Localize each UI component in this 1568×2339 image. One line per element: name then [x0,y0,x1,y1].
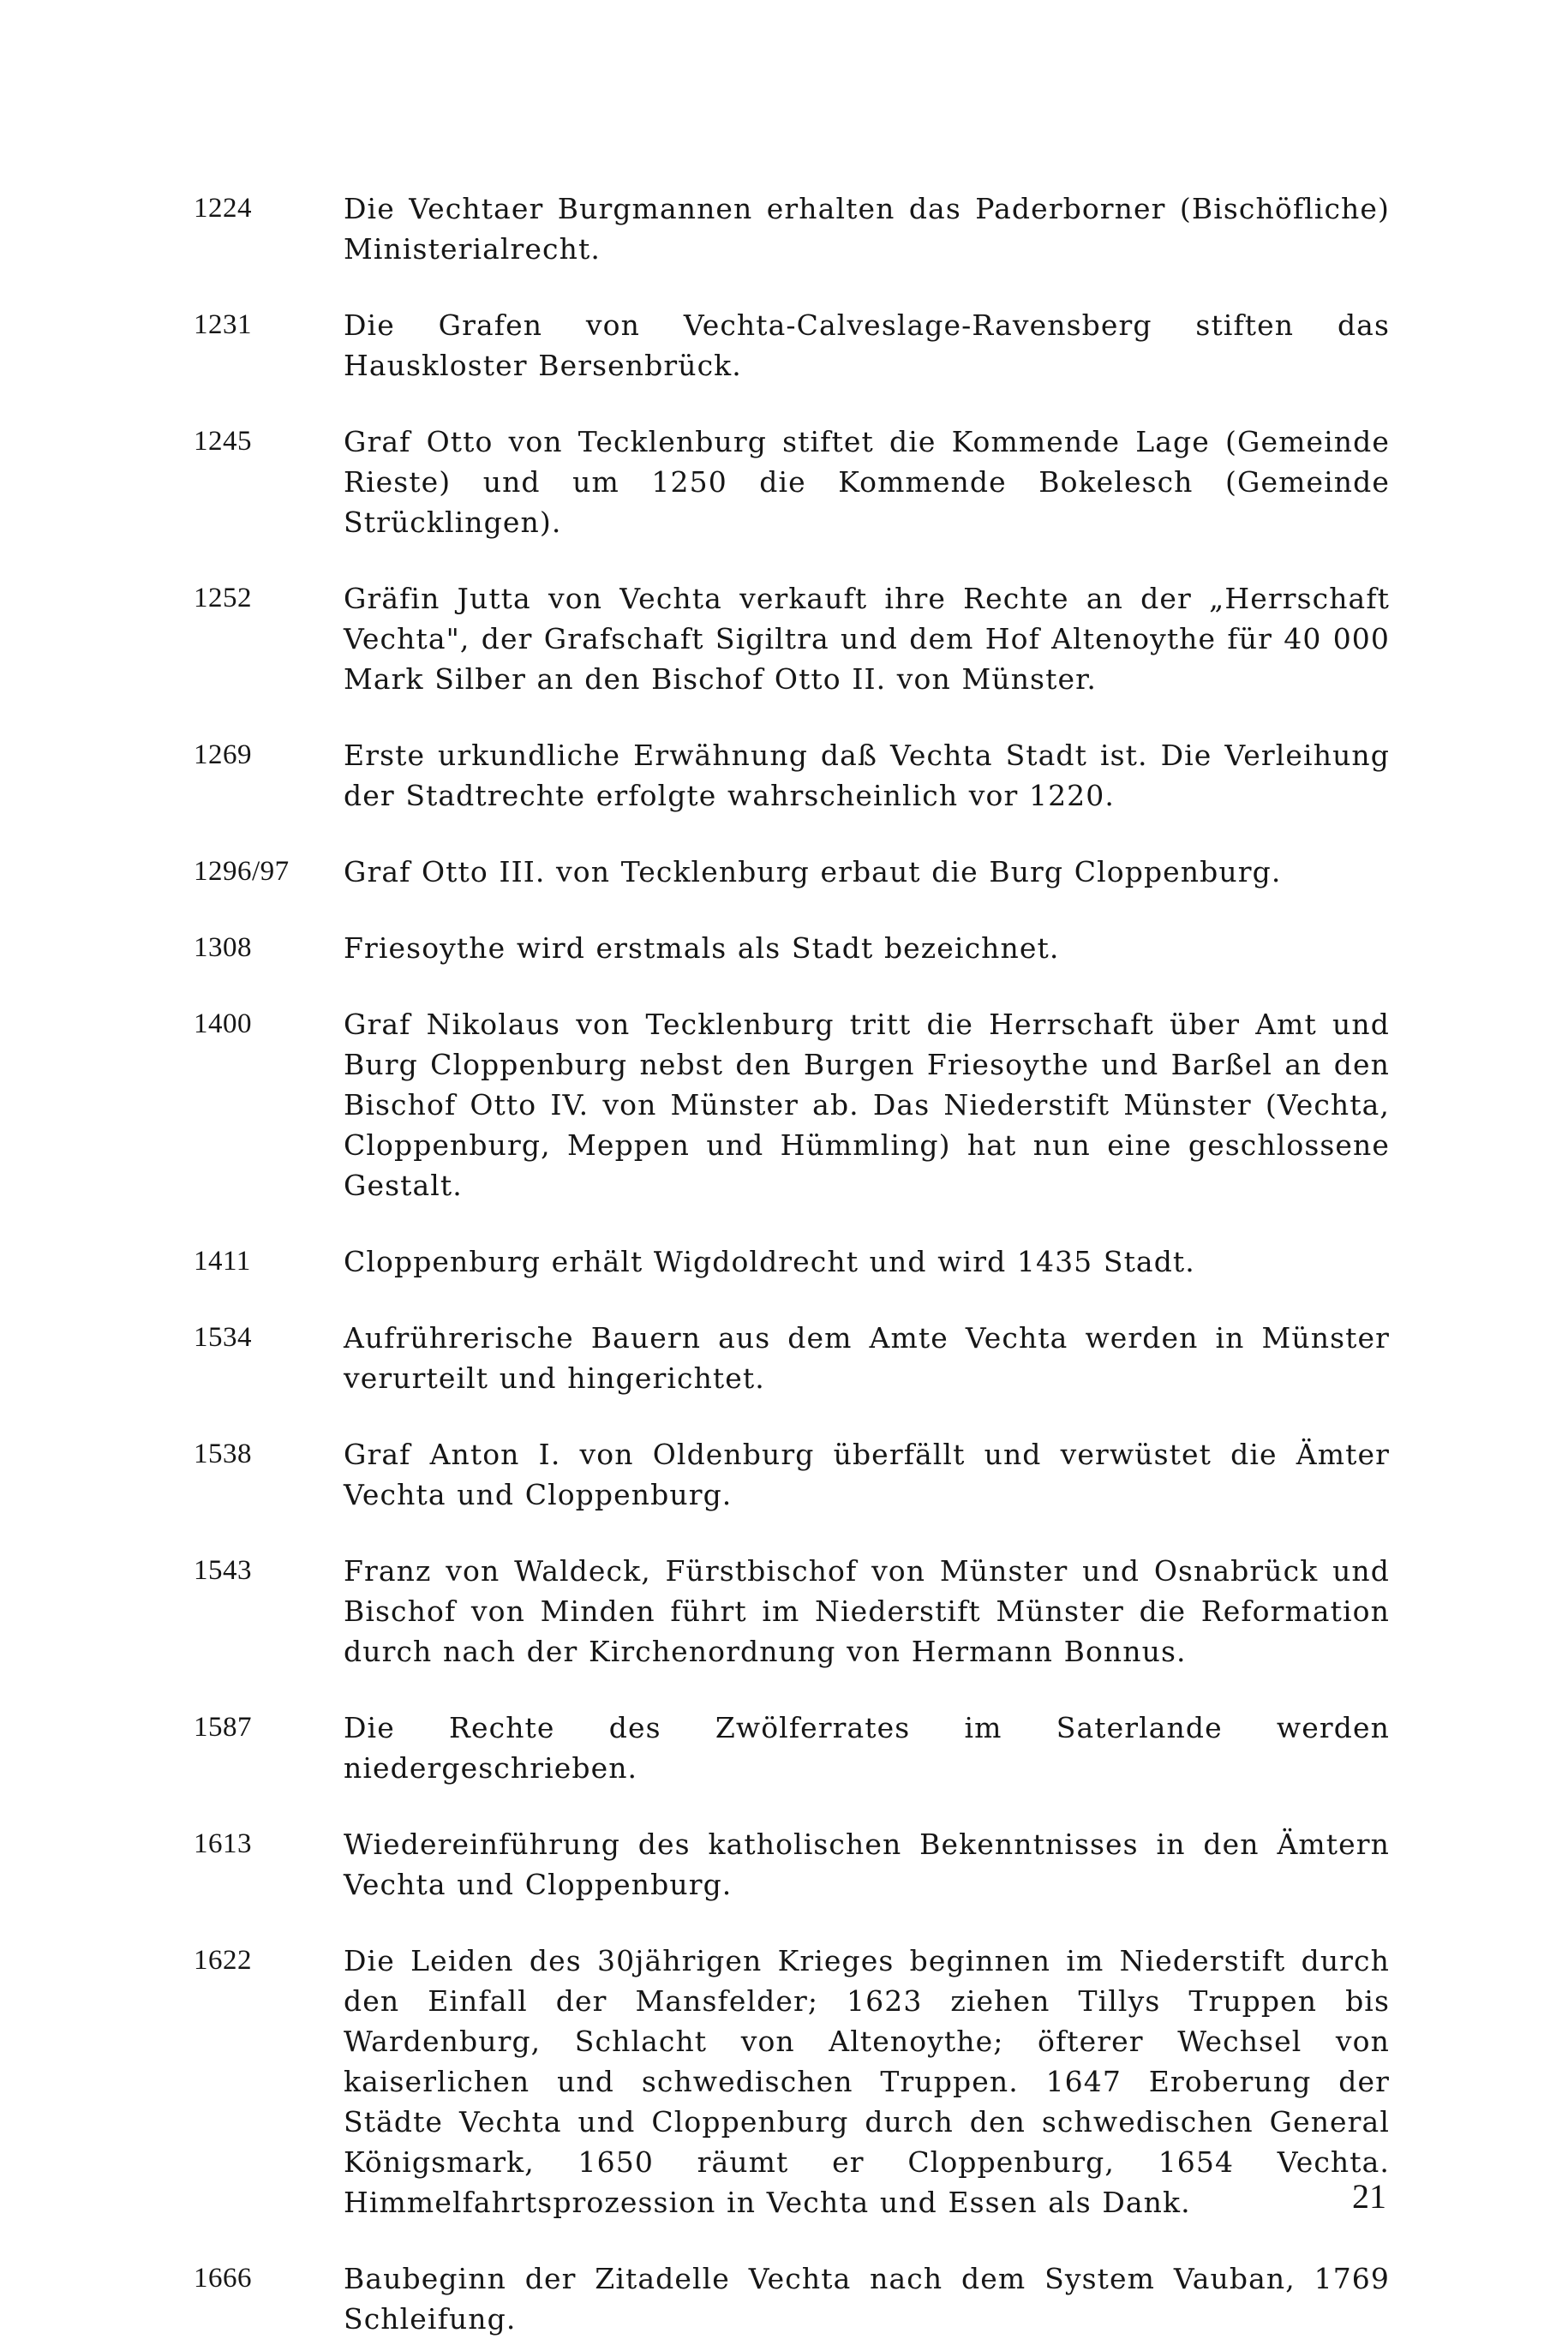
entry-year: 1400 [194,1008,252,1039]
entry-text: Graf Otto III. von Tecklenburg erbaut die Burg Cloppenburg. [344,855,1282,888]
entry-year: 1296/97 [194,856,290,887]
entry-text: Baubeginn der Zitadelle Vechta nach dem System Vauban, 1769 Schleifung. [344,2262,1390,2336]
chronology-entry [194,1708,1390,1788]
entry-text: Graf Anton I. von Oldenburg überfällt und verwüstet die Ämter Vechta und Cloppenburg. [344,1438,1390,1511]
entry-year: 1269 [194,739,252,770]
entry-year: 1534 [194,1322,252,1353]
chronology-entry [194,188,1390,269]
chronology-list [194,188,1390,2339]
entry-year: 1543 [194,1555,252,1586]
chronology-entry [194,1004,1390,1205]
entry-text: Die Grafen von Vechta-Calveslage-Ravensberg stiften das Hauskloster Bersenbrück. [344,308,1390,382]
chronology-entry [194,1941,1390,2222]
entry-year: 1252 [194,583,252,613]
entry-year: 1613 [194,1828,252,1859]
entry-text: Die Vechtaer Burgmannen erhalten das Paderborner (Bischöfliche) Ministerialrecht. [344,192,1390,266]
chronology-entry [194,305,1390,386]
entry-year: 1245 [194,426,252,457]
entry-year: 1587 [194,1712,252,1743]
chronology-entry [194,852,1390,892]
chronology-entry [194,422,1390,542]
entry-text: Friesoythe wird erstmals als Stadt bezeichnet. [344,931,1060,965]
chronology-entry [194,1318,1390,1398]
chronology-entry [194,1824,1390,1905]
entry-year: 1224 [194,193,252,224]
chronology-entry [194,1434,1390,1515]
entry-year: 1231 [194,309,252,340]
entry-year: 1666 [194,2263,252,2294]
entry-text: Cloppenburg erhält Wigdoldrecht und wird 1435 Stadt. [344,1245,1195,1278]
entry-text: Die Rechte des Zwölferrates im Saterlande werden niedergeschrieben. [344,1711,1390,1785]
entry-year: 1308 [194,932,252,963]
entry-text: Graf Otto von Tecklenburg stiftet die Kommende Lage (Gemeinde Rieste) und um 1250 die Kommende Bokelesch (Gemeinde Strücklingen). [344,425,1390,539]
entry-year: 1411 [194,1246,251,1277]
entry-year: 1538 [194,1439,252,1469]
entry-text: Erste urkundliche Erwähnung daß Vechta Stadt ist. Die Verleihung der Stadtrechte erfolgte wahrscheinlich vor 1220. [344,739,1390,812]
chronology-entry [194,928,1390,968]
chronology-entry [194,1241,1390,1282]
entry-text: Aufrührerische Bauern aus dem Amte Vechta werden in Münster verurteilt und hingerichtet. [344,1321,1390,1395]
chronology-entry [194,1551,1390,1672]
entry-text: Gräfin Jutta von Vechta verkauft ihre Rechte an der „Herrschaft Vechta", der Grafschaft Sigiltra und dem Hof Altenoythe für 40 000 Mark Silber an den Bischof Otto II. von Münster. [344,582,1390,696]
chronology-entry [194,2258,1390,2339]
entry-text: Die Leiden des 30jährigen Krieges beginnen im Niederstift durch den Einfall der Mansfelder; 1623 ziehen Tillys Truppen bis Wardenburg, Schlacht von Altenoythe; öfterer Wechsel von kaiserlichen und schwedischen Truppen. 1647 Eroberung der Städte Vechta und Cloppenburg durch den schwedischen General Königsmark, 1650 räumt er Cloppenburg, 1654 Vechta. Himmelfahrtsprozession in Vechta und Essen als Dank. [344,1944,1390,2219]
page-number: 21 [1352,2177,1386,2216]
chronology-entry [194,735,1390,816]
entry-text: Wiedereinführung des katholischen Bekenntnisses in den Ämtern Vechta und Cloppenburg. [344,1828,1390,1901]
chronology-entry [194,578,1390,699]
entry-text: Graf Nikolaus von Tecklenburg tritt die Herrschaft über Amt und Burg Cloppenburg nebst den Burgen Friesoythe und Barßel an den Bischof Otto IV. von Münster ab. Das Niederstift Münster (Vechta, Cloppenburg, Meppen und Hümmling) hat nun eine geschlossene Gestalt. [344,1008,1390,1202]
entry-year: 1622 [194,1945,252,1976]
entry-text: Franz von Waldeck, Fürstbischof von Münster und Osnabrück und Bischof von Minden führt im Niederstift Münster die Reformation durch nach der Kirchenordnung von Hermann Bonnus. [344,1554,1390,1668]
